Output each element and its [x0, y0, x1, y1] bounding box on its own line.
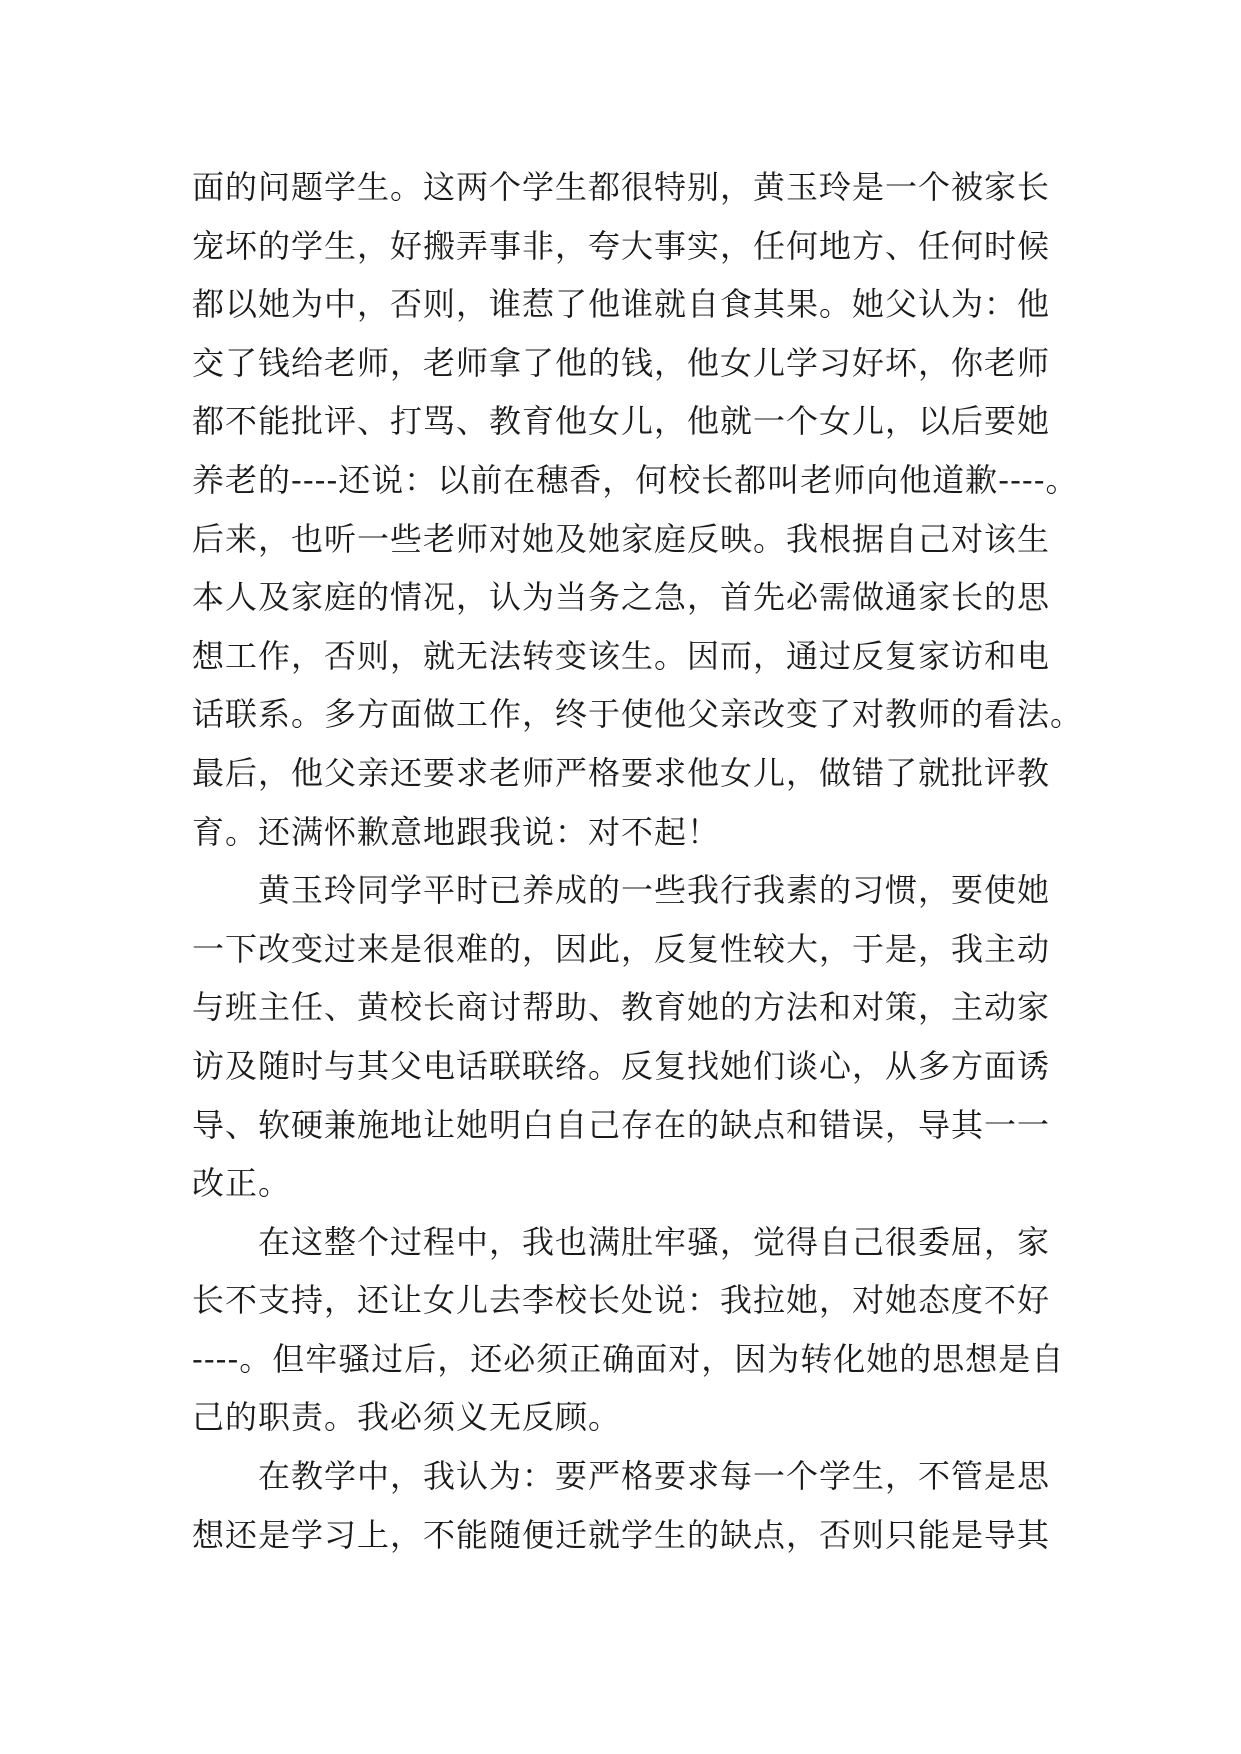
- text-line: 与班主任、黄校长商讨帮助、教育她的方法和对策，主动家: [192, 988, 1051, 1027]
- text-line: 交了钱给老师，老师拿了他的钱，他女儿学习好坏，你老师: [192, 343, 1051, 382]
- text-line: 都以她为中，否则，谁惹了他谁就自食其果。她父认为：他: [192, 285, 1051, 324]
- text-line: 养老的----还说：以前在穗香，何校长都叫老师向他道歉----。: [192, 460, 1079, 499]
- text-line: 育。还满怀歉意地跟我说：对不起！: [192, 812, 721, 851]
- text-line: 想工作，否则，就无法转变该生。因而，通过反复家访和电: [192, 636, 1051, 675]
- text-line: 在这整个过程中，我也满肚牢骚，觉得自己很委屈，家: [258, 1222, 1051, 1261]
- text-line: 后来，也听一些老师对她及她家庭反映。我根据自己对该生: [192, 519, 1051, 558]
- text-line: ----。但牢骚过后，还必须正确面对，因为转化她的思想是自: [192, 1339, 1065, 1378]
- text-line: 导、软硬兼施地让她明白自己存在的缺点和错误，导其一一: [192, 1105, 1051, 1144]
- text-line: 想还是学习上，不能随便迁就学生的缺点，否则只能是导其: [192, 1515, 1051, 1554]
- text-line: 长不支持，还让女儿去李校长处说：我拉她，对她态度不好: [192, 1281, 1051, 1320]
- text-line: 面的问题学生。这两个学生都很特别，黄玉玲是一个被家长: [192, 168, 1051, 206]
- document-body-text: [192, 158, 1084, 1564]
- text-line: 都不能批评、打骂、教育他女儿，他就一个女儿，以后要她: [192, 402, 1051, 441]
- text-line: 己的职责。我必须义无反顾。: [192, 1398, 622, 1437]
- text-line: 一下改变过来是很难的，因此，反复性较大，于是，我主动: [192, 929, 1051, 968]
- text-line: 黄玉玲同学平时已养成的一些我行我素的习惯，要使她: [258, 871, 1051, 910]
- text-line: 最后，他父亲还要求老师严格要求他女儿，做错了就批评教: [192, 753, 1051, 792]
- text-line: 宠坏的学生，好搬弄事非，夸大事实，任何地方、任何时候: [192, 226, 1051, 265]
- text-line: 本人及家庭的情况，认为当务之急，首先必需做通家长的思: [192, 578, 1051, 617]
- text-line: 访及随时与其父电话联联络。反复找她们谈心，从多方面诱: [192, 1046, 1051, 1085]
- text-line: 改正。: [192, 1164, 292, 1203]
- text-line: 在教学中，我认为：要严格要求每一个学生，不管是思: [258, 1457, 1051, 1496]
- text-line: 话联系。多方面做工作，终于使他父亲改变了对教师的看法。: [192, 695, 1084, 734]
